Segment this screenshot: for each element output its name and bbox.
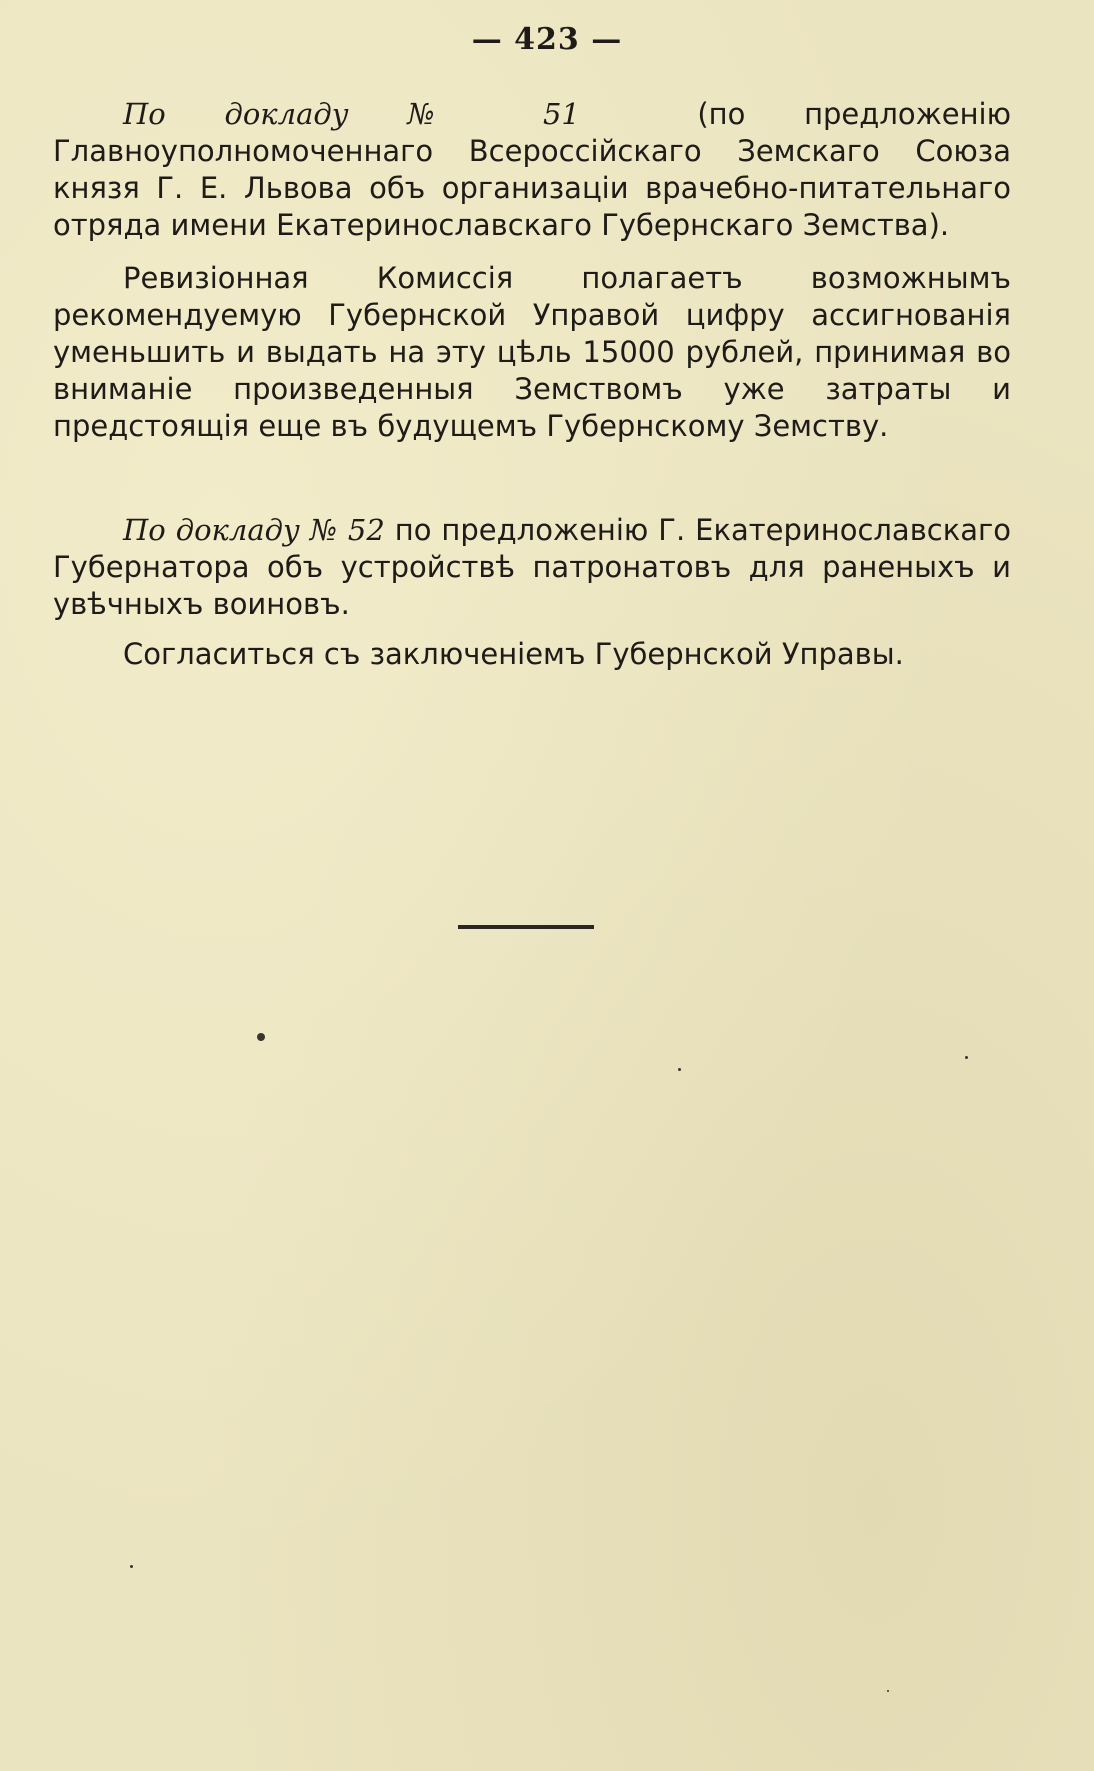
paper-speck xyxy=(130,1565,133,1568)
page-number: — 423 — xyxy=(471,22,623,57)
report-52-ref: По докладу № 52 xyxy=(123,513,385,547)
report-51-text: (по предложенію Главноуполномоченнаго Всероссійскаго Земскаго Союза князя Г. Е. Львова объ организаціи врачебно-питательнаго отряда имени Екатеринославскаго Губернскаго Земства). xyxy=(53,97,1012,242)
report-51-resolution-paragraph: Ревизіонная Комиссія полагаетъ возможнымъ рекомендуемую Губернской Управой цифру ассигнованія уменьшить и выдать на эту цѣль 15000 рублей, принимая во вниманіе произведенныя Земствомъ уже затраты и предстоящія еще въ будущемъ Губернскому Земству. xyxy=(53,261,1011,443)
report-52-resolution-paragraph: Согласиться съ заключеніемъ Губернской Управы. xyxy=(123,637,904,671)
report-52-resolution xyxy=(53,636,1011,673)
report-51-ref: По докладу № 51 xyxy=(123,97,580,131)
report-51-heading xyxy=(53,96,1011,244)
report-52-heading xyxy=(53,512,1011,623)
paper-speck xyxy=(887,1690,889,1692)
paper-speck xyxy=(965,1056,968,1059)
paper-speck xyxy=(678,1068,681,1071)
report-51-paragraph xyxy=(53,96,1011,244)
report-52-text: по предложенію Г. Екатеринославскаго Губернатора объ устройствѣ патронатовъ для раненыхъ и увѣчныхъ воиновъ. xyxy=(53,513,1011,621)
paper-speck xyxy=(257,1033,265,1041)
closing-rule xyxy=(458,925,594,929)
report-51-resolution xyxy=(53,260,1011,445)
report-52-paragraph xyxy=(53,512,1011,623)
